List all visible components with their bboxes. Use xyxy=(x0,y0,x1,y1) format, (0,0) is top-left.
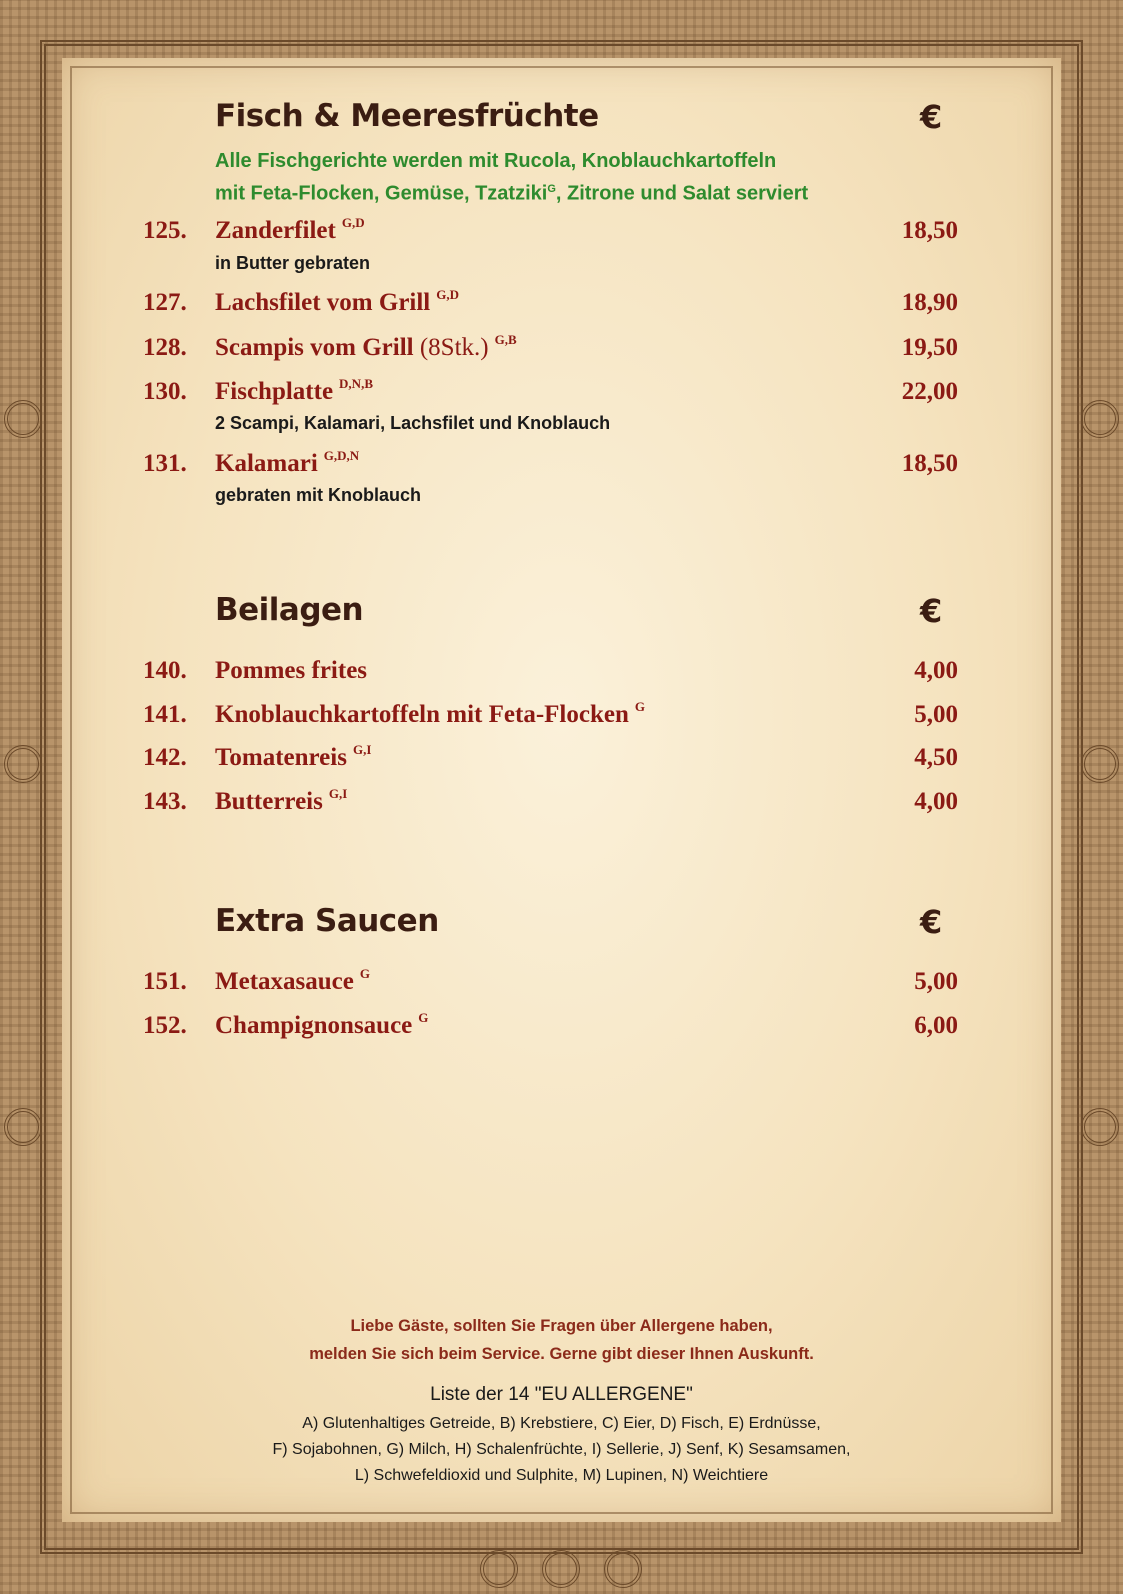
section-intro xyxy=(215,147,808,208)
item-number: 125. xyxy=(143,217,187,244)
item-price: 5,00 xyxy=(914,701,958,728)
item-allergens: G,I xyxy=(328,786,348,801)
item-name-text: Metaxasauce xyxy=(215,968,354,995)
allergen-list-line: A) Glutenhaltiges Getreide, B) Krebstiere, C) Eier, D) Fisch, E) Erdnüsse, xyxy=(302,1415,821,1432)
intro-line1: Alle Fischgerichte werden mit Rucola, Knoblauchkartoffeln xyxy=(215,150,777,172)
medallion-ornament xyxy=(4,400,42,438)
item-allergens: G,D,N xyxy=(323,448,360,463)
medallion-ornament xyxy=(1081,745,1119,783)
item-price: 4,00 xyxy=(914,788,958,815)
item-name xyxy=(215,217,365,245)
item-number: 151. xyxy=(143,968,187,995)
medallion-ornament xyxy=(4,1108,42,1146)
item-name xyxy=(215,1012,428,1040)
item-number: 142. xyxy=(143,744,187,771)
item-allergens: G,D xyxy=(341,215,365,230)
item-number: 140. xyxy=(143,657,187,684)
item-name xyxy=(215,744,371,772)
allergen-list-line: L) Schwefeldioxid und Sulphite, M) Lupinen, N) Weichtiere xyxy=(354,1467,769,1484)
item-allergens: G xyxy=(418,1010,429,1025)
item-allergens: G xyxy=(634,699,645,714)
item-price: 6,00 xyxy=(914,1012,958,1039)
item-price: 22,00 xyxy=(901,378,958,405)
item-allergens: G,D xyxy=(436,287,459,302)
item-name xyxy=(215,701,645,729)
item-price: 19,50 xyxy=(901,334,958,361)
item-extra: (8Stk.) xyxy=(419,334,489,361)
item-name xyxy=(215,378,373,406)
medallion-ornament xyxy=(4,745,42,783)
item-number: 141. xyxy=(143,701,187,728)
item-name-text: Champignonsauce xyxy=(215,1012,413,1039)
intro-line2a: mit Feta-Flocken, Gemüse, Tzatziki xyxy=(215,182,548,205)
allergen-notice-line1: Liebe Gäste, sollten Sie Fragen über Allergene haben, xyxy=(350,1317,773,1335)
item-name xyxy=(215,788,347,816)
item-name xyxy=(215,968,370,996)
item-name-text: Knoblauchkartoffeln mit Feta-Flocken xyxy=(215,701,629,728)
medallion-ornament xyxy=(480,1550,518,1588)
item-name-text: Fischplatte xyxy=(215,378,334,405)
item-name-text: Pommes frites xyxy=(215,657,368,684)
allergen-list-title: Liste der 14 "EU ALLERGENE" xyxy=(430,1384,693,1405)
medallion-ornament xyxy=(1081,400,1119,438)
allergen-notice-line2: melden Sie sich beim Service. Gerne gibt dieser Ihnen Auskunft. xyxy=(309,1345,814,1363)
item-number: 128. xyxy=(143,334,187,361)
item-description: gebraten mit Knoblauch xyxy=(215,485,422,505)
item-number: 152. xyxy=(143,1012,187,1039)
item-description: in Butter gebraten xyxy=(215,253,371,273)
section-title-beilagen: Beilagen xyxy=(215,592,364,628)
intro-allergen: G xyxy=(547,183,556,195)
item-name xyxy=(215,289,459,317)
item-name xyxy=(215,334,517,362)
allergen-list-line: F) Sojabohnen, G) Milch, H) Schalenfrüchte, I) Sellerie, J) Senf, K) Sesamsamen, xyxy=(272,1441,851,1458)
item-price: 18,50 xyxy=(901,450,958,477)
item-number: 130. xyxy=(143,378,187,405)
item-price: 4,50 xyxy=(914,744,958,771)
item-allergens: G,I xyxy=(352,742,372,757)
medallion-ornament xyxy=(1081,1108,1119,1146)
item-price: 5,00 xyxy=(914,968,958,995)
item-name xyxy=(215,450,359,478)
item-name-text: Zanderfilet xyxy=(215,217,336,244)
section-title-saucen: Extra Saucen xyxy=(215,903,439,939)
item-number: 131. xyxy=(143,450,187,477)
currency-label: € xyxy=(920,98,943,136)
item-allergens: G,B xyxy=(494,332,517,347)
item-description: 2 Scampi, Kalamari, Lachsfilet und Knoblauch xyxy=(215,413,611,433)
item-number: 143. xyxy=(143,788,187,815)
item-name-text: Scampis vom Grill xyxy=(215,334,414,361)
medallion-ornament xyxy=(604,1550,642,1588)
item-name-text: Kalamari xyxy=(215,450,318,477)
item-name-text: Lachsfilet vom Grill xyxy=(215,289,431,316)
item-name xyxy=(215,657,367,685)
medallion-ornament xyxy=(542,1550,580,1588)
item-allergens: G xyxy=(359,966,370,981)
currency-label: € xyxy=(920,903,943,941)
item-allergens: D,N,B xyxy=(339,376,373,391)
item-price: 4,00 xyxy=(914,657,958,684)
section-title-fisch: Fisch & Meeresfrüchte xyxy=(215,98,599,134)
item-name-text: Butterreis xyxy=(215,788,323,815)
intro-line2b: , Zitrone und Salat serviert xyxy=(555,182,809,205)
item-price: 18,50 xyxy=(901,217,958,244)
currency-label: € xyxy=(920,592,943,630)
item-name-text: Tomatenreis xyxy=(215,744,347,771)
item-price: 18,90 xyxy=(901,289,958,316)
item-number: 127. xyxy=(143,289,187,316)
